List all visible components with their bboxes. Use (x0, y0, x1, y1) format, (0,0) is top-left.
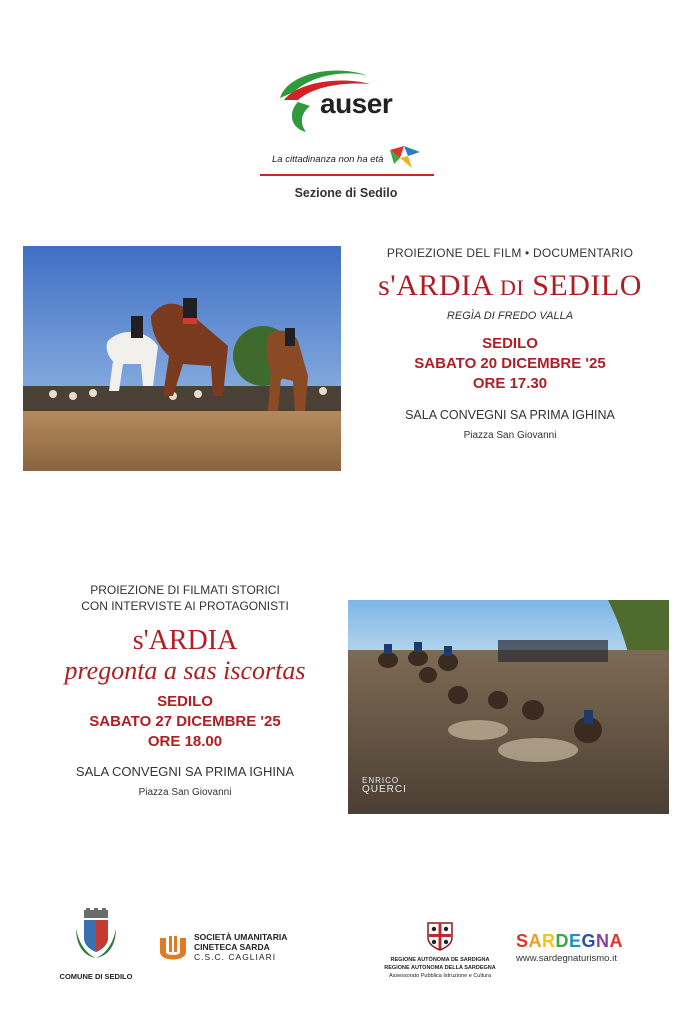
regione-sardegna-logo (376, 920, 504, 984)
sardegna-url[interactable]: www.sardegnaturismo.it (516, 953, 617, 964)
event1-director: REGÌA DI FREDO VALLA (446, 310, 574, 322)
cineteca-emblem-icon (158, 934, 188, 964)
comune-label: COMUNE DI SEDILO (59, 972, 133, 981)
sardegna-letter: A (528, 931, 543, 951)
sardegna-letter: R (542, 931, 556, 951)
event1-title-part1: s'ARDIA (378, 269, 501, 302)
event1-title (350, 270, 670, 304)
regione-line1: REGIONE AUTÒNOMA DE SARDIGNA (390, 957, 490, 963)
societa-line2: CINETECA SARDA (194, 942, 270, 952)
photo-credit-logo (362, 776, 407, 794)
sardegna-word (516, 931, 656, 951)
sardegna-turismo-logo (516, 931, 656, 967)
event2-venue: SALA CONVEGNI SA PRIMA IGHINA (75, 764, 295, 779)
event2-date: SABATO 27 DICEMBRE '25 (89, 713, 281, 730)
horse-race-photo-2 (348, 600, 669, 814)
event1-title-part2: DI (500, 275, 525, 300)
sardegna-letter: G (581, 931, 597, 951)
event2-kicker-line2: CON INTERVISTE AI PROTAGONISTI (81, 599, 289, 613)
event2-kicker-line1: PROIEZIONE DI FILMATI STORICI (90, 583, 280, 597)
event2-title-line2: pregonta a sas iscortas (64, 656, 306, 685)
sardegna-letter: S (516, 931, 529, 951)
event2-city: SEDILO (157, 693, 213, 710)
event1-time: ORE 17.30 (472, 375, 548, 392)
comune-sedilo-logo (55, 908, 137, 986)
auser-logo-word: auser (320, 88, 393, 119)
societa-line1: SOCIETÀ UMANITARIA (194, 932, 288, 942)
horse-race-photo-1 (23, 246, 341, 471)
event1-title-part3: SEDILO (524, 269, 642, 302)
sardegna-word-text (516, 931, 623, 951)
event1-date: SABATO 20 DICEMBRE '25 (414, 355, 606, 372)
regione-line2: REGIONE AUTONOMA DELLA SARDEGNA (384, 965, 496, 971)
event2-address: Piazza San Giovanni (138, 787, 232, 798)
event1-kicker: PROIEZIONE DEL FILM • DOCUMENTARIO (386, 246, 634, 260)
sardegna-letter: A (609, 931, 624, 951)
regione-line3: Assessorato Pubblica Istruzione e Cultura (388, 973, 492, 979)
event2-title-line1: s'ARDIA (132, 625, 238, 656)
cineteca-sarda-logo (158, 932, 292, 968)
event2-time: ORE 18.00 (147, 733, 223, 750)
logo-divider (260, 174, 434, 176)
photo-credit-line2: QUERCI (362, 784, 407, 795)
regione-coat-of-arms-icon (425, 920, 455, 952)
societa-line3: C.S.C. CAGLIARI (194, 952, 277, 962)
section-name: Sezione di Sedilo (294, 186, 398, 200)
event1-address: Piazza San Giovanni (463, 430, 557, 441)
comune-coat-of-arms-icon (74, 908, 118, 962)
auser-tagline: La cittadinanza non ha età (272, 154, 384, 165)
sardegna-letter: E (569, 931, 582, 951)
event1-venue: SALA CONVEGNI SA PRIMA IGHINA (405, 408, 615, 422)
colorful-kite-icon (388, 142, 422, 170)
auser-logo (258, 62, 434, 212)
photo-credit-line1: ENRICO (362, 776, 400, 785)
sardegna-letter: N (596, 931, 610, 951)
sardegna-letter: D (555, 931, 570, 951)
event1-city: SEDILO (482, 335, 538, 352)
